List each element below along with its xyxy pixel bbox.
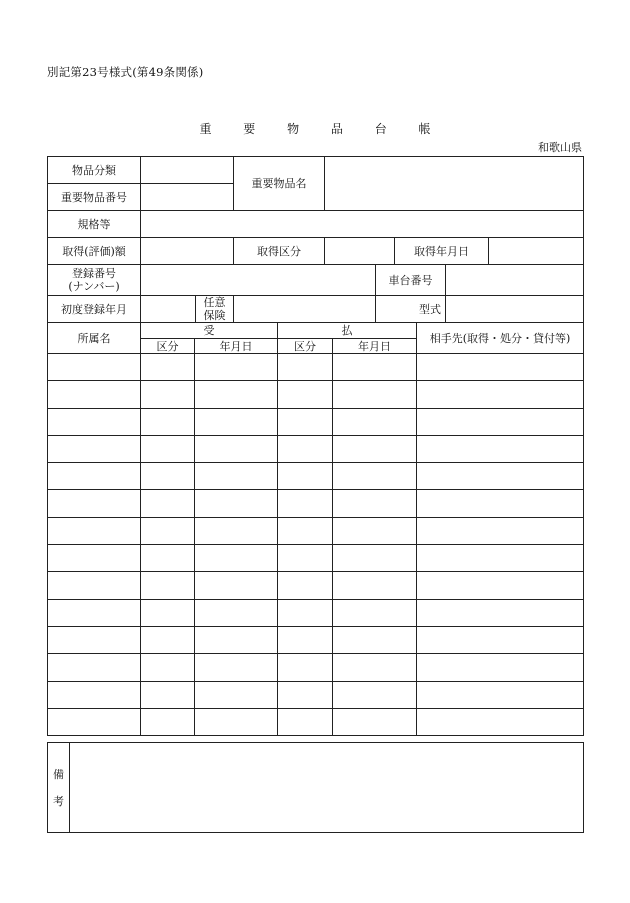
voluntary-insurance-field[interactable] (234, 296, 376, 323)
paid-type-cell[interactable] (278, 463, 333, 490)
paid-date-cell[interactable] (333, 408, 417, 435)
acquisition-date-label: 取得年月日 (395, 238, 489, 265)
paid-type-header: 区分 (278, 339, 333, 354)
paid-date-cell[interactable] (333, 681, 417, 708)
specification-field[interactable] (141, 211, 584, 238)
paid-date-cell[interactable] (333, 354, 417, 381)
item-category-field[interactable] (141, 157, 234, 184)
first-registration-field[interactable] (141, 296, 196, 323)
counterparty-cell[interactable] (417, 654, 584, 681)
paid-date-cell[interactable] (333, 490, 417, 517)
received-date-cell[interactable] (195, 517, 278, 544)
paid-type-cell[interactable] (278, 681, 333, 708)
registration-number-label-line2: (ナンバー) (68, 280, 120, 293)
received-type-cell[interactable] (141, 545, 195, 572)
remarks-field[interactable] (70, 743, 584, 833)
paid-date-cell[interactable] (333, 463, 417, 490)
item-category-label: 物品分類 (48, 157, 141, 184)
counterparty-cell[interactable] (417, 545, 584, 572)
acquisition-value-label: 取得(評価)額 (48, 238, 141, 265)
paid-date-cell[interactable] (333, 517, 417, 544)
department-cell[interactable] (48, 626, 141, 653)
prefecture-label: 和歌山県 (538, 141, 582, 154)
important-item-name-label: 重要物品名 (234, 157, 325, 211)
received-date-header: 年月日 (195, 339, 278, 354)
department-cell[interactable] (48, 381, 141, 408)
department-cell[interactable] (48, 354, 141, 381)
received-type-cell[interactable] (141, 490, 195, 517)
table-row (48, 572, 584, 599)
page-title: 重 要 物 品 台 帳 (199, 122, 445, 136)
registration-number-label-line1: 登録番号 (72, 267, 116, 280)
paid-out-header: 払 (278, 323, 417, 339)
paid-date-cell[interactable] (333, 381, 417, 408)
paid-type-cell[interactable] (278, 354, 333, 381)
chassis-number-label: 車台番号 (376, 265, 446, 296)
paid-type-cell[interactable] (278, 408, 333, 435)
paid-type-cell[interactable] (278, 381, 333, 408)
table-row (48, 381, 584, 408)
ledger-table (47, 322, 584, 736)
paid-type-cell[interactable] (278, 435, 333, 462)
received-type-cell[interactable] (141, 381, 195, 408)
registration-number-field[interactable] (141, 265, 376, 296)
received-date-cell[interactable] (195, 354, 278, 381)
table-row (48, 408, 584, 435)
model-label: 型式 (376, 296, 446, 323)
paid-date-header: 年月日 (333, 339, 417, 354)
paid-type-cell[interactable] (278, 599, 333, 626)
department-cell[interactable] (48, 463, 141, 490)
paid-type-cell[interactable] (278, 517, 333, 544)
table-row (48, 599, 584, 626)
received-header: 受 (141, 323, 278, 339)
counterparty-cell[interactable] (417, 572, 584, 599)
counterparty-header: 相手先(取得・処分・貸付等) (417, 323, 584, 354)
remarks-table (47, 742, 584, 833)
table-row (48, 708, 584, 735)
received-date-cell[interactable] (195, 654, 278, 681)
table-row (48, 654, 584, 681)
received-date-cell[interactable] (195, 708, 278, 735)
paid-date-cell[interactable] (333, 626, 417, 653)
department-cell[interactable] (48, 490, 141, 517)
specification-label: 規格等 (48, 211, 141, 238)
voluntary-insurance-line1: 任意 (203, 296, 226, 309)
paid-date-cell[interactable] (333, 654, 417, 681)
department-cell[interactable] (48, 681, 141, 708)
counterparty-cell[interactable] (417, 517, 584, 544)
received-type-cell[interactable] (141, 435, 195, 462)
acquisition-value-field[interactable] (141, 238, 234, 265)
counterparty-cell[interactable] (417, 408, 584, 435)
table-row (48, 626, 584, 653)
received-type-cell[interactable] (141, 654, 195, 681)
paid-type-cell[interactable] (278, 654, 333, 681)
department-cell[interactable] (48, 572, 141, 599)
important-item-number-field[interactable] (141, 184, 234, 211)
received-date-cell[interactable] (195, 572, 278, 599)
first-registration-label: 初度登録年月 (48, 296, 141, 323)
received-type-header: 区分 (141, 339, 195, 354)
table-row (48, 463, 584, 490)
department-cell[interactable] (48, 545, 141, 572)
received-type-cell[interactable] (141, 708, 195, 735)
department-cell[interactable] (48, 599, 141, 626)
counterparty-cell[interactable] (417, 599, 584, 626)
department-cell[interactable] (48, 408, 141, 435)
paid-type-cell[interactable] (278, 708, 333, 735)
received-type-cell[interactable] (141, 517, 195, 544)
received-date-cell[interactable] (195, 463, 278, 490)
received-type-cell[interactable] (141, 408, 195, 435)
counterparty-cell[interactable] (417, 708, 584, 735)
paid-type-cell[interactable] (278, 545, 333, 572)
received-date-cell[interactable] (195, 545, 278, 572)
table-row (48, 354, 584, 381)
acquisition-type-field[interactable] (325, 238, 395, 265)
counterparty-cell[interactable] (417, 463, 584, 490)
department-cell[interactable] (48, 517, 141, 544)
received-date-cell[interactable] (195, 490, 278, 517)
received-type-cell[interactable] (141, 463, 195, 490)
department-cell[interactable] (48, 654, 141, 681)
counterparty-cell[interactable] (417, 681, 584, 708)
table-row (48, 490, 584, 517)
received-type-cell[interactable] (141, 681, 195, 708)
counterparty-cell[interactable] (417, 490, 584, 517)
remarks-label-char2: 考 (53, 794, 64, 808)
registration-number-label (48, 265, 141, 296)
paid-date-cell[interactable] (333, 599, 417, 626)
acquisition-type-label: 取得区分 (234, 238, 325, 265)
ledger-body (48, 354, 584, 736)
paid-date-cell[interactable] (333, 708, 417, 735)
form-number: 別記第23号様式(第49条関係) (47, 65, 204, 79)
voluntary-insurance-label (196, 296, 234, 323)
counterparty-cell[interactable] (417, 354, 584, 381)
important-item-number-label: 重要物品番号 (48, 184, 141, 211)
received-type-cell[interactable] (141, 599, 195, 626)
chassis-number-field[interactable] (446, 265, 584, 296)
important-item-name-field[interactable] (325, 157, 584, 211)
received-date-cell[interactable] (195, 381, 278, 408)
received-date-cell[interactable] (195, 408, 278, 435)
department-cell[interactable] (48, 435, 141, 462)
counterparty-cell[interactable] (417, 435, 584, 462)
item-info-table (47, 156, 584, 323)
department-header: 所属名 (48, 323, 141, 354)
received-type-cell[interactable] (141, 572, 195, 599)
received-type-cell[interactable] (141, 354, 195, 381)
table-row (48, 435, 584, 462)
received-date-cell[interactable] (195, 435, 278, 462)
voluntary-insurance-line2: 保険 (203, 309, 226, 322)
counterparty-cell[interactable] (417, 381, 584, 408)
counterparty-cell[interactable] (417, 626, 584, 653)
model-field[interactable] (446, 296, 584, 323)
paid-date-cell[interactable] (333, 572, 417, 599)
acquisition-date-field[interactable] (489, 238, 584, 265)
paid-type-cell[interactable] (278, 490, 333, 517)
remarks-label (48, 743, 70, 833)
table-row (48, 681, 584, 708)
remarks-label-char1: 備 (53, 767, 64, 781)
paid-date-cell[interactable] (333, 435, 417, 462)
table-row (48, 545, 584, 572)
paid-date-cell[interactable] (333, 545, 417, 572)
table-row (48, 517, 584, 544)
received-type-cell[interactable] (141, 626, 195, 653)
received-date-cell[interactable] (195, 599, 278, 626)
paid-type-cell[interactable] (278, 626, 333, 653)
paid-type-cell[interactable] (278, 572, 333, 599)
received-date-cell[interactable] (195, 626, 278, 653)
received-date-cell[interactable] (195, 681, 278, 708)
department-cell[interactable] (48, 708, 141, 735)
